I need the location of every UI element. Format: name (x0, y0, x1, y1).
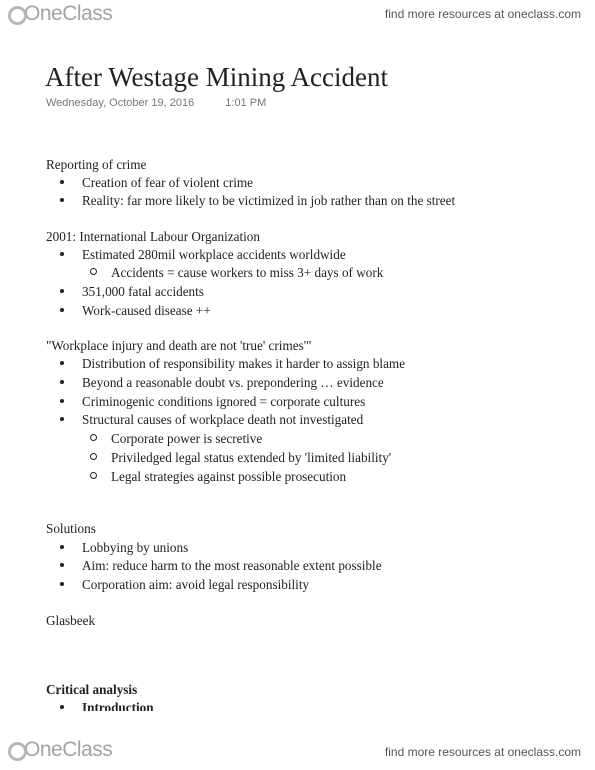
list-item: Lobbying by unions (60, 539, 188, 557)
list-item: Distribution of responsibility makes it harder to assign blame (60, 355, 405, 373)
logo-text: OneClass (24, 2, 113, 25)
bullet-icon (60, 582, 64, 586)
bullet-icon (60, 380, 64, 384)
bullet-icon (60, 705, 64, 709)
logo-ring-icon (8, 6, 27, 25)
list-subitem: Legal strategies against possible prosecution (90, 468, 346, 486)
hollow-bullet-icon (90, 268, 97, 275)
bullet-icon (60, 361, 64, 365)
note-date: Wednesday, October 19, 2016 (46, 97, 195, 109)
bullet-icon (60, 417, 64, 421)
list-subitem: Priviledged legal status extended by 'limited liability' (90, 449, 391, 467)
list-subitem: Corporate power is secretive (90, 430, 262, 448)
section-heading-solutions: Solutions (46, 521, 96, 536)
list-item: Structural causes of workplace death not investigated (60, 411, 363, 429)
list-item: Work-caused disease ++ (60, 302, 211, 320)
logo-ring-icon (8, 742, 27, 761)
bullet-icon (60, 289, 64, 293)
bullet-icon (60, 563, 64, 567)
section-heading-ilo: 2001: International Labour Organization (46, 229, 260, 244)
hollow-bullet-icon (90, 434, 97, 441)
list-item: Beyond a reasonable doubt vs. prepondering … evidence (60, 374, 384, 392)
bullet-icon (60, 399, 64, 403)
footer-tagline[interactable]: find more resources at oneclass.com (384, 745, 581, 759)
section-heading-glasbeek: Glasbeek (46, 613, 96, 628)
page-title: After Westage Mining Accident (45, 62, 388, 92)
oneclass-logo[interactable] (8, 2, 112, 26)
oneclass-logo-footer[interactable] (8, 738, 112, 762)
hollow-bullet-icon (90, 453, 97, 460)
list-item: Criminogenic conditions ignored = corporate cultures (60, 393, 365, 411)
logo-text: OneClass (24, 738, 113, 761)
list-item: Aim: reduce harm to the most reasonable extent possible (60, 557, 382, 575)
hollow-bullet-icon (90, 472, 97, 479)
list-item: Reality: far more likely to be victimized in job rather than on the street (60, 192, 455, 210)
list-subitem: Accidents = cause workers to miss 3+ days of work (90, 264, 383, 282)
note-time: 1:01 PM (225, 97, 267, 109)
list-item: Estimated 280mil workplace accidents worldwide (60, 246, 346, 264)
bullet-icon (60, 308, 64, 312)
list-item: Introduction (60, 699, 154, 711)
note-timestamp (46, 97, 294, 109)
bullet-icon (60, 545, 64, 549)
list-item: Creation of fear of violent crime (60, 174, 253, 192)
section-heading-workplace-injury: "Workplace injury and death are not 'true' crimes'" (46, 338, 312, 353)
section-heading-critical-analysis: Critical analysis (46, 682, 138, 697)
bullet-icon (60, 198, 64, 202)
bullet-icon (60, 252, 64, 256)
list-item: 351,000 fatal accidents (60, 283, 204, 301)
list-item: Corporation aim: avoid legal responsibility (60, 576, 309, 594)
section-heading-reporting: Reporting of crime (46, 157, 147, 172)
bullet-icon (60, 180, 64, 184)
header-tagline[interactable]: find more resources at oneclass.com (384, 7, 581, 21)
